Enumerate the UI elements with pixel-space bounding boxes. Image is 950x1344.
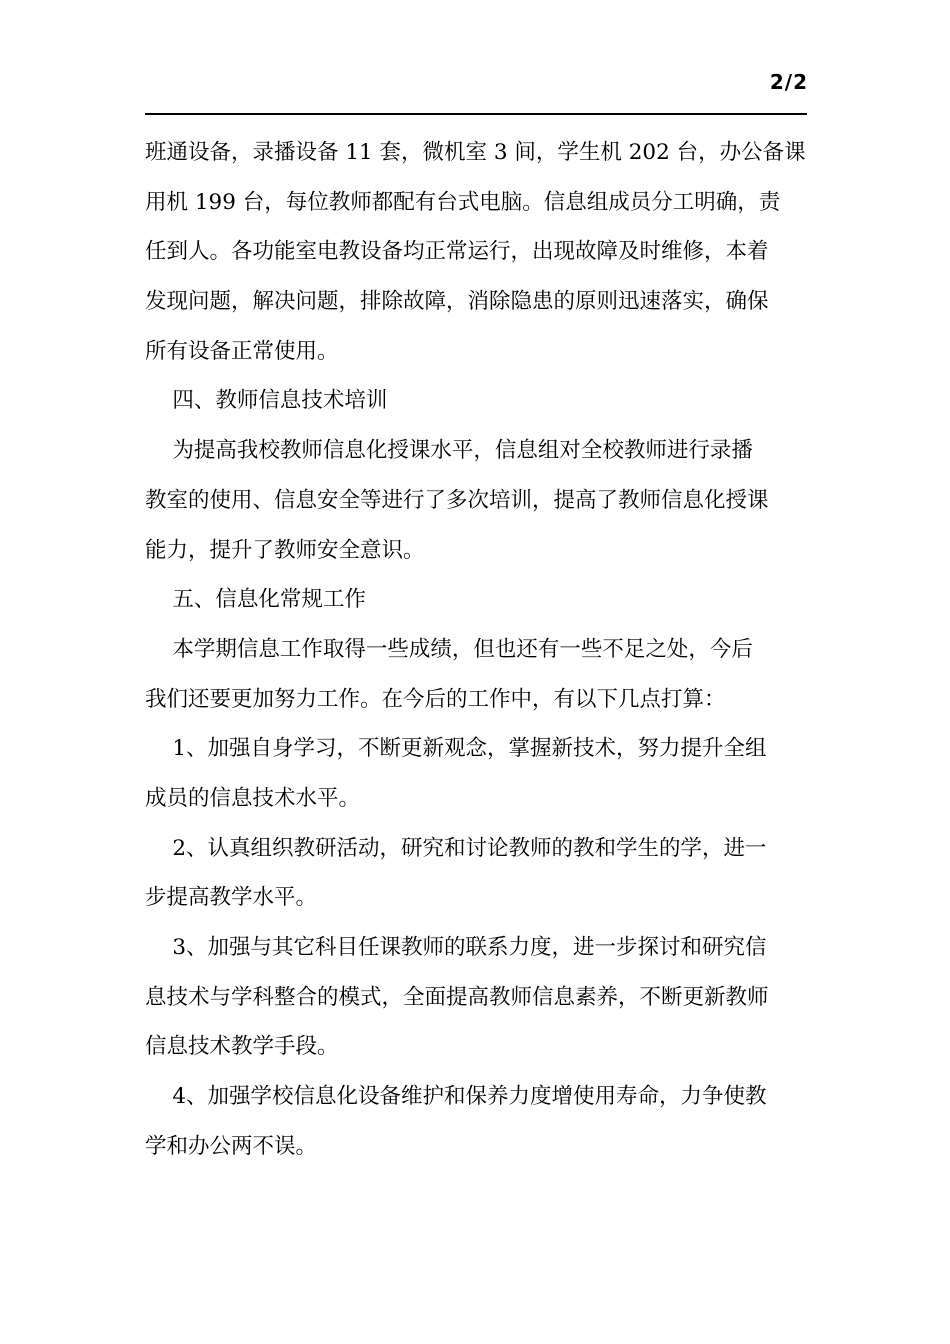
- text-line: 用机 199 台，每位教师都配有台式电脑。信息组成员分工明确，责: [145, 189, 781, 215]
- text-line: 我们还要更加努力工作。在今后的工作中，有以下几点打算：: [145, 686, 726, 712]
- text-line: 班通设备，录播设备 11 套，微机室 3 间，学生机 202 台，办公备课: [145, 140, 806, 165]
- text-line: 3、加强与其它科目任课教师的联系力度，进一步探讨和研究信: [145, 935, 767, 960]
- text-line: 1、加强自身学习，不断更新观念，掌握新技术，努力提升全组: [145, 736, 767, 762]
- text-line: 学和办公两不误。: [145, 1133, 318, 1159]
- text-line: 成员的信息技术水平。: [145, 785, 361, 811]
- text-line: 息技术与学科整合的模式，全面提高教师信息素养，不断更新教师: [145, 984, 769, 1010]
- list-item-4: [145, 1072, 807, 1171]
- heading-line: 五、信息化常规工作: [145, 587, 366, 613]
- text-line: 2、认真组织教研活动，研究和讨论教师的教和学生的学，进一: [145, 835, 767, 861]
- page-number: 2/2: [769, 70, 808, 94]
- paragraph-training: [145, 426, 807, 575]
- text-line: 能力，提升了教师安全意识。: [145, 537, 425, 563]
- section-heading-training: [145, 376, 807, 426]
- paragraph-routine-work: [145, 625, 807, 724]
- paragraph-equipment: [145, 128, 807, 376]
- document-body: [145, 128, 807, 1171]
- list-item-3: [145, 923, 807, 1072]
- text-line: 信息技术教学手段。: [145, 1034, 339, 1060]
- text-line: 所有设备正常使用。: [145, 338, 339, 364]
- section-heading-routine-work: [145, 575, 807, 625]
- text-line: 为提高我校教师信息化授课水平，信息组对全校教师进行录播: [145, 438, 753, 464]
- heading-line: 四、教师信息技术培训: [145, 388, 388, 414]
- text-line: 4、加强学校信息化设备维护和保养力度增使用寿命，力争使教: [145, 1084, 767, 1110]
- text-line: 步提高教学水平。: [145, 885, 318, 911]
- text-line: 本学期信息工作取得一些成绩，但也还有一些不足之处，今后: [145, 636, 753, 662]
- list-item-2: [145, 824, 807, 923]
- list-item-1: [145, 724, 807, 823]
- header-rule: [145, 113, 807, 115]
- text-line: 教室的使用、信息安全等进行了多次培训，提高了教师信息化授课: [145, 487, 769, 513]
- text-line: 任到人。各功能室电教设备均正常运行，出现故障及时维修，本着: [145, 239, 769, 265]
- text-line: 发现问题，解决问题，排除故障，消除隐患的原则迅速落实，确保: [145, 289, 769, 315]
